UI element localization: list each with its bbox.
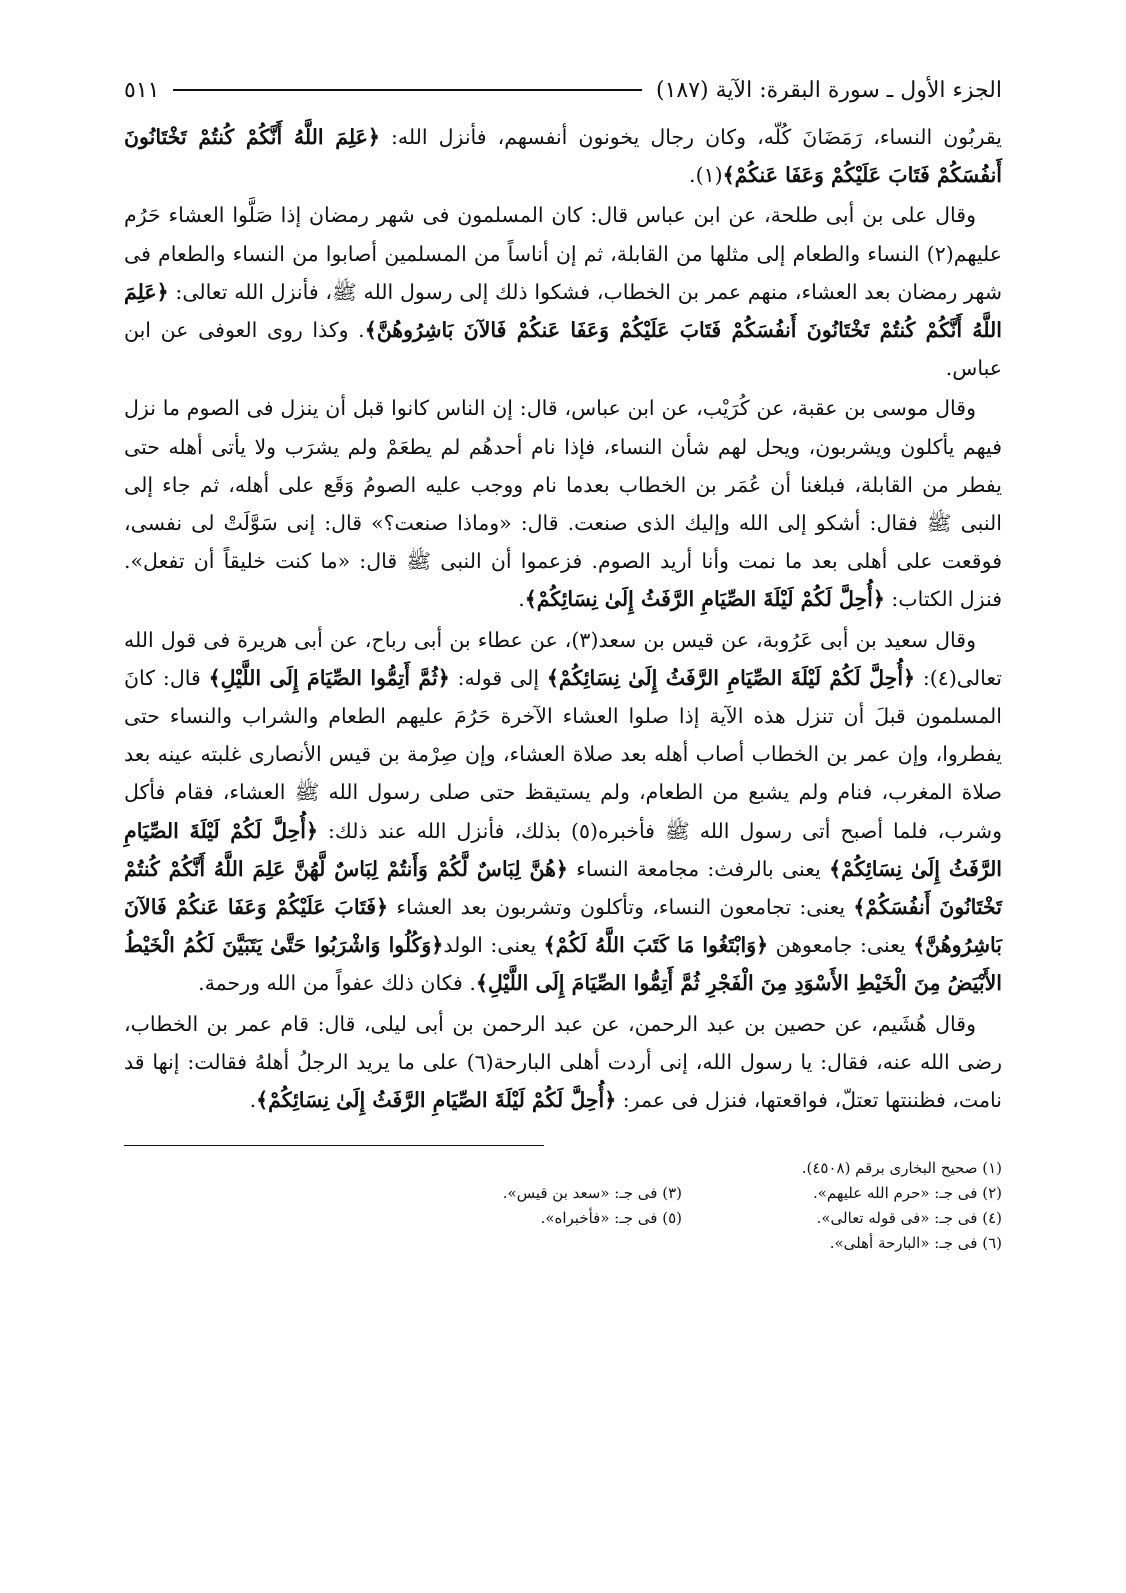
text-run: . [518, 587, 525, 612]
paragraph [124, 196, 1002, 387]
quran-verse: ﴿عَلِمَ اللَّهُ أَنَّكُمْ كُنتُمْ تَخْتَانُونَ أَنفُسَكُمْ فَتَابَ عَلَيْكُمْ وَعَفَا عَنكُمْ فَالآنَ بَاشِرُوهُنَّ﴾ [124, 279, 1002, 343]
footnote-separator [124, 1145, 544, 1146]
paragraph [124, 118, 1002, 194]
text-run: وقال سعيد بن أبى عَرُوبة، عن قيس بن سعد(٣)، عن عطاء بن أبى رباح، عن أبى هريرة فى قول الله تعالى(٤): [124, 627, 1002, 690]
footnote: (٢) فى جـ: «حرم الله عليهم». [812, 1184, 1002, 1203]
text-run: وقال موسى بن عقبة، عن كُرَيْب، عن ابن عباس، قال: إن الناس كانوا قبل أن ينزل فى الصوم ما نزل فيهم يأكلون ويشربون، ويحل لهم شأن النساء، فإذا نام أحدهُم لم يطعَمْ ولم يشرَب ولا يأتى أهله حتى يفطر من القابلة، فبلغنا أن عُمَر بن الخطاب بعدما نام ووجب عليه الصومُ وَقَع على أهله، ثم جاء إلى النبى ﷺ فقال: أشكو إلى الله وإليك الذى صنعت. قال: «وماذا صنعت؟» قال: إنى سَوَّلَتْ لى نفسى، فوقعت على أهلى بعد ما نمت وأنا أريد الصوم. فزعموا أن النبى ﷺ قال: «ما كنت خليقاً أن تفعل». فنزل الكتاب: [124, 396, 1002, 612]
quran-verse: ﴿وَكُلُوا وَاشْرَبُوا حَتَّىٰ يَتَبَيَّنَ لَكُمُ الْخَيْطُ الأَبْيَضُ مِنَ الْخَيْطِ الأَسْوَدِ مِنَ الْفَجْرِ ثُمَّ أَتِمُّوا الصِّيَامَ إِلَى اللَّيْلِ﴾ [124, 933, 1002, 996]
header-rule [173, 89, 642, 91]
quran-verse: ﴿وَابْتَغُوا مَا كَتَبَ اللَّهُ لَكُمْ﴾ [543, 933, 769, 958]
text-run: يعنى بالرفث: مجامعة النساء [567, 856, 830, 881]
text-run: يعنى: الولد [443, 933, 544, 958]
footnote-row [124, 1181, 1002, 1206]
text-run: قال: كانَ المسلمون قبلَ أن تنزل هذه الآية إذا صلوا العشاء الآخرة حَرُمَ عليهم الطعام والشراب والنساء حتى يفطروا، وإن عمر بن الخطاب أصاب أهله بعد صلاة العشاء، وإن صِرْمة بن قيس الأنصارى غلبته عينه بعد صلاة المغرب، فنام ولم يشبع من الطعام، ولم يستيقظ حتى صلى رسول الله ﷺ العشاء، فقام فأكل وشرب، فلما أصبح أتى رسول الله ﷺ فأخبره(٥) بذلك، فأنزل الله عند ذلك: [124, 665, 1002, 843]
page-number: ٥١١ [124, 77, 160, 103]
quran-verse: ﴿فَتَابَ عَلَيْكُمْ وَعَفَا عَنكُمْ فَالآنَ بَاشِرُوهُنَّ﴾ [124, 895, 1003, 958]
text-run: (١). [689, 163, 723, 188]
footnote-row [124, 1206, 1002, 1231]
main-text [124, 118, 1002, 1119]
footnote: (٤) فى جـ: «فى قوله تعالى». [816, 1209, 1002, 1228]
footnote: (٦) فى جـ: «البارحة أهلى». [829, 1234, 1002, 1253]
quran-verse: ﴿ثُمَّ أَتِمُّوا الصِّيَامَ إِلَى اللَّيْلِ﴾ [208, 665, 450, 690]
paragraph [124, 621, 1002, 1003]
text-run: يعنى: جامعوهن [768, 933, 914, 958]
footnotes [124, 1156, 1002, 1256]
footnote: (٣) فى جـ: «سعد بن قيس». [502, 1184, 682, 1203]
paragraph [124, 1005, 1002, 1120]
page-header [124, 72, 1002, 108]
quran-verse: ﴿هُنَّ لِبَاسٌ لَّكُمْ وَأَنتُمْ لِبَاسٌ لَّهُنَّ عَلِمَ اللَّهُ أَنَّكُمْ كُنتُمْ تَخْتَانُونَ أَنفُسَكُمْ﴾ [124, 856, 1002, 920]
text-run: . وكذا روى العوفى عن ابن عباس. [124, 318, 1002, 381]
text-run: يعنى: تجامعون النساء، وتأكلون وتشربون بعد العشاء [388, 895, 854, 920]
quran-verse: ﴿أُحِلَّ لَكُمْ لَيْلَةَ الصِّيَامِ الرَّفَثُ إِلَىٰ نِسَائِكُمْ﴾ [124, 818, 1003, 881]
running-title: الجزء الأول ـ سورة البقرة: الآية (١٨٧) [656, 77, 1002, 103]
quran-verse: ﴿أُحِلَّ لَكُمْ لَيْلَةَ الصِّيَامِ الرَّفَثُ إِلَىٰ نِسَائِكُمْ﴾ [546, 665, 916, 690]
quran-verse: ﴿عَلِمَ اللَّهُ أَنَّكُمْ كُنتُمْ تَخْتَانُونَ أَنفُسَكُمْ فَتَابَ عَلَيْكُمْ وَعَفَا عَنكُمْ﴾ [124, 125, 1002, 188]
footnote: (١) صحيح البخارى برقم (٤٥٠٨). [801, 1159, 1002, 1178]
text-run: يقربُون النساء، رَمَضَانَ كُلّه، وكان رجال يخونون أنفسهم، فأنزل الله: [379, 125, 1002, 149]
text-run: . فكان ذلك عفواً من الله ورحمة. [198, 971, 476, 996]
text-run: وقال على بن أبى طلحة، عن ابن عباس قال: كان المسلمون فى شهر رمضان إذا صَلَّوا العشاء حَرُم عليهم(٢) النساء والطعام إلى مثلها من القابلة، ثم إن أناساً من المسلمين أصابوا من النساء والطعام فى شهر رمضان بعد العشاء، منهم عمر بن الخطاب، فشكوا ذلك إلى رسول الله ﷺ، فأنزل الله تعالى: [124, 203, 1002, 304]
text-run: . [249, 1088, 257, 1113]
text-run: إلى قوله: [449, 665, 547, 690]
quran-verse: ﴿أُحِلَّ لَكُمْ لَيْلَةَ الصِّيَامِ الرَّفَثُ إِلَىٰ نِسَائِكُمْ﴾ [524, 587, 885, 612]
paragraph [124, 389, 1002, 618]
footnote: (٥) فى جـ: «فأخبراه». [540, 1209, 682, 1228]
footnote-row [124, 1231, 1002, 1256]
quran-verse: ﴿أُحِلَّ لَكُمْ لَيْلَةَ الصِّيَامِ الرَّفَثُ إِلَىٰ نِسَائِكُمْ﴾ [256, 1088, 617, 1113]
footnote-row [124, 1156, 1002, 1181]
text-run: وقال هُشَيم، عن حصين بن عبد الرحمن، عن عبد الرحمن بن أبى ليلى، قال: قام عمر بن الخطاب، رضى الله عنه، فقال: يا رسول الله، إنى أردت أهلى البارحة(٦) على ما يريد الرجلُ أهلهُ فقالت: إنها قد نامت، فظننتها تعتلّ، فواقعتها، فنزل فى عمر: [124, 1011, 1002, 1113]
